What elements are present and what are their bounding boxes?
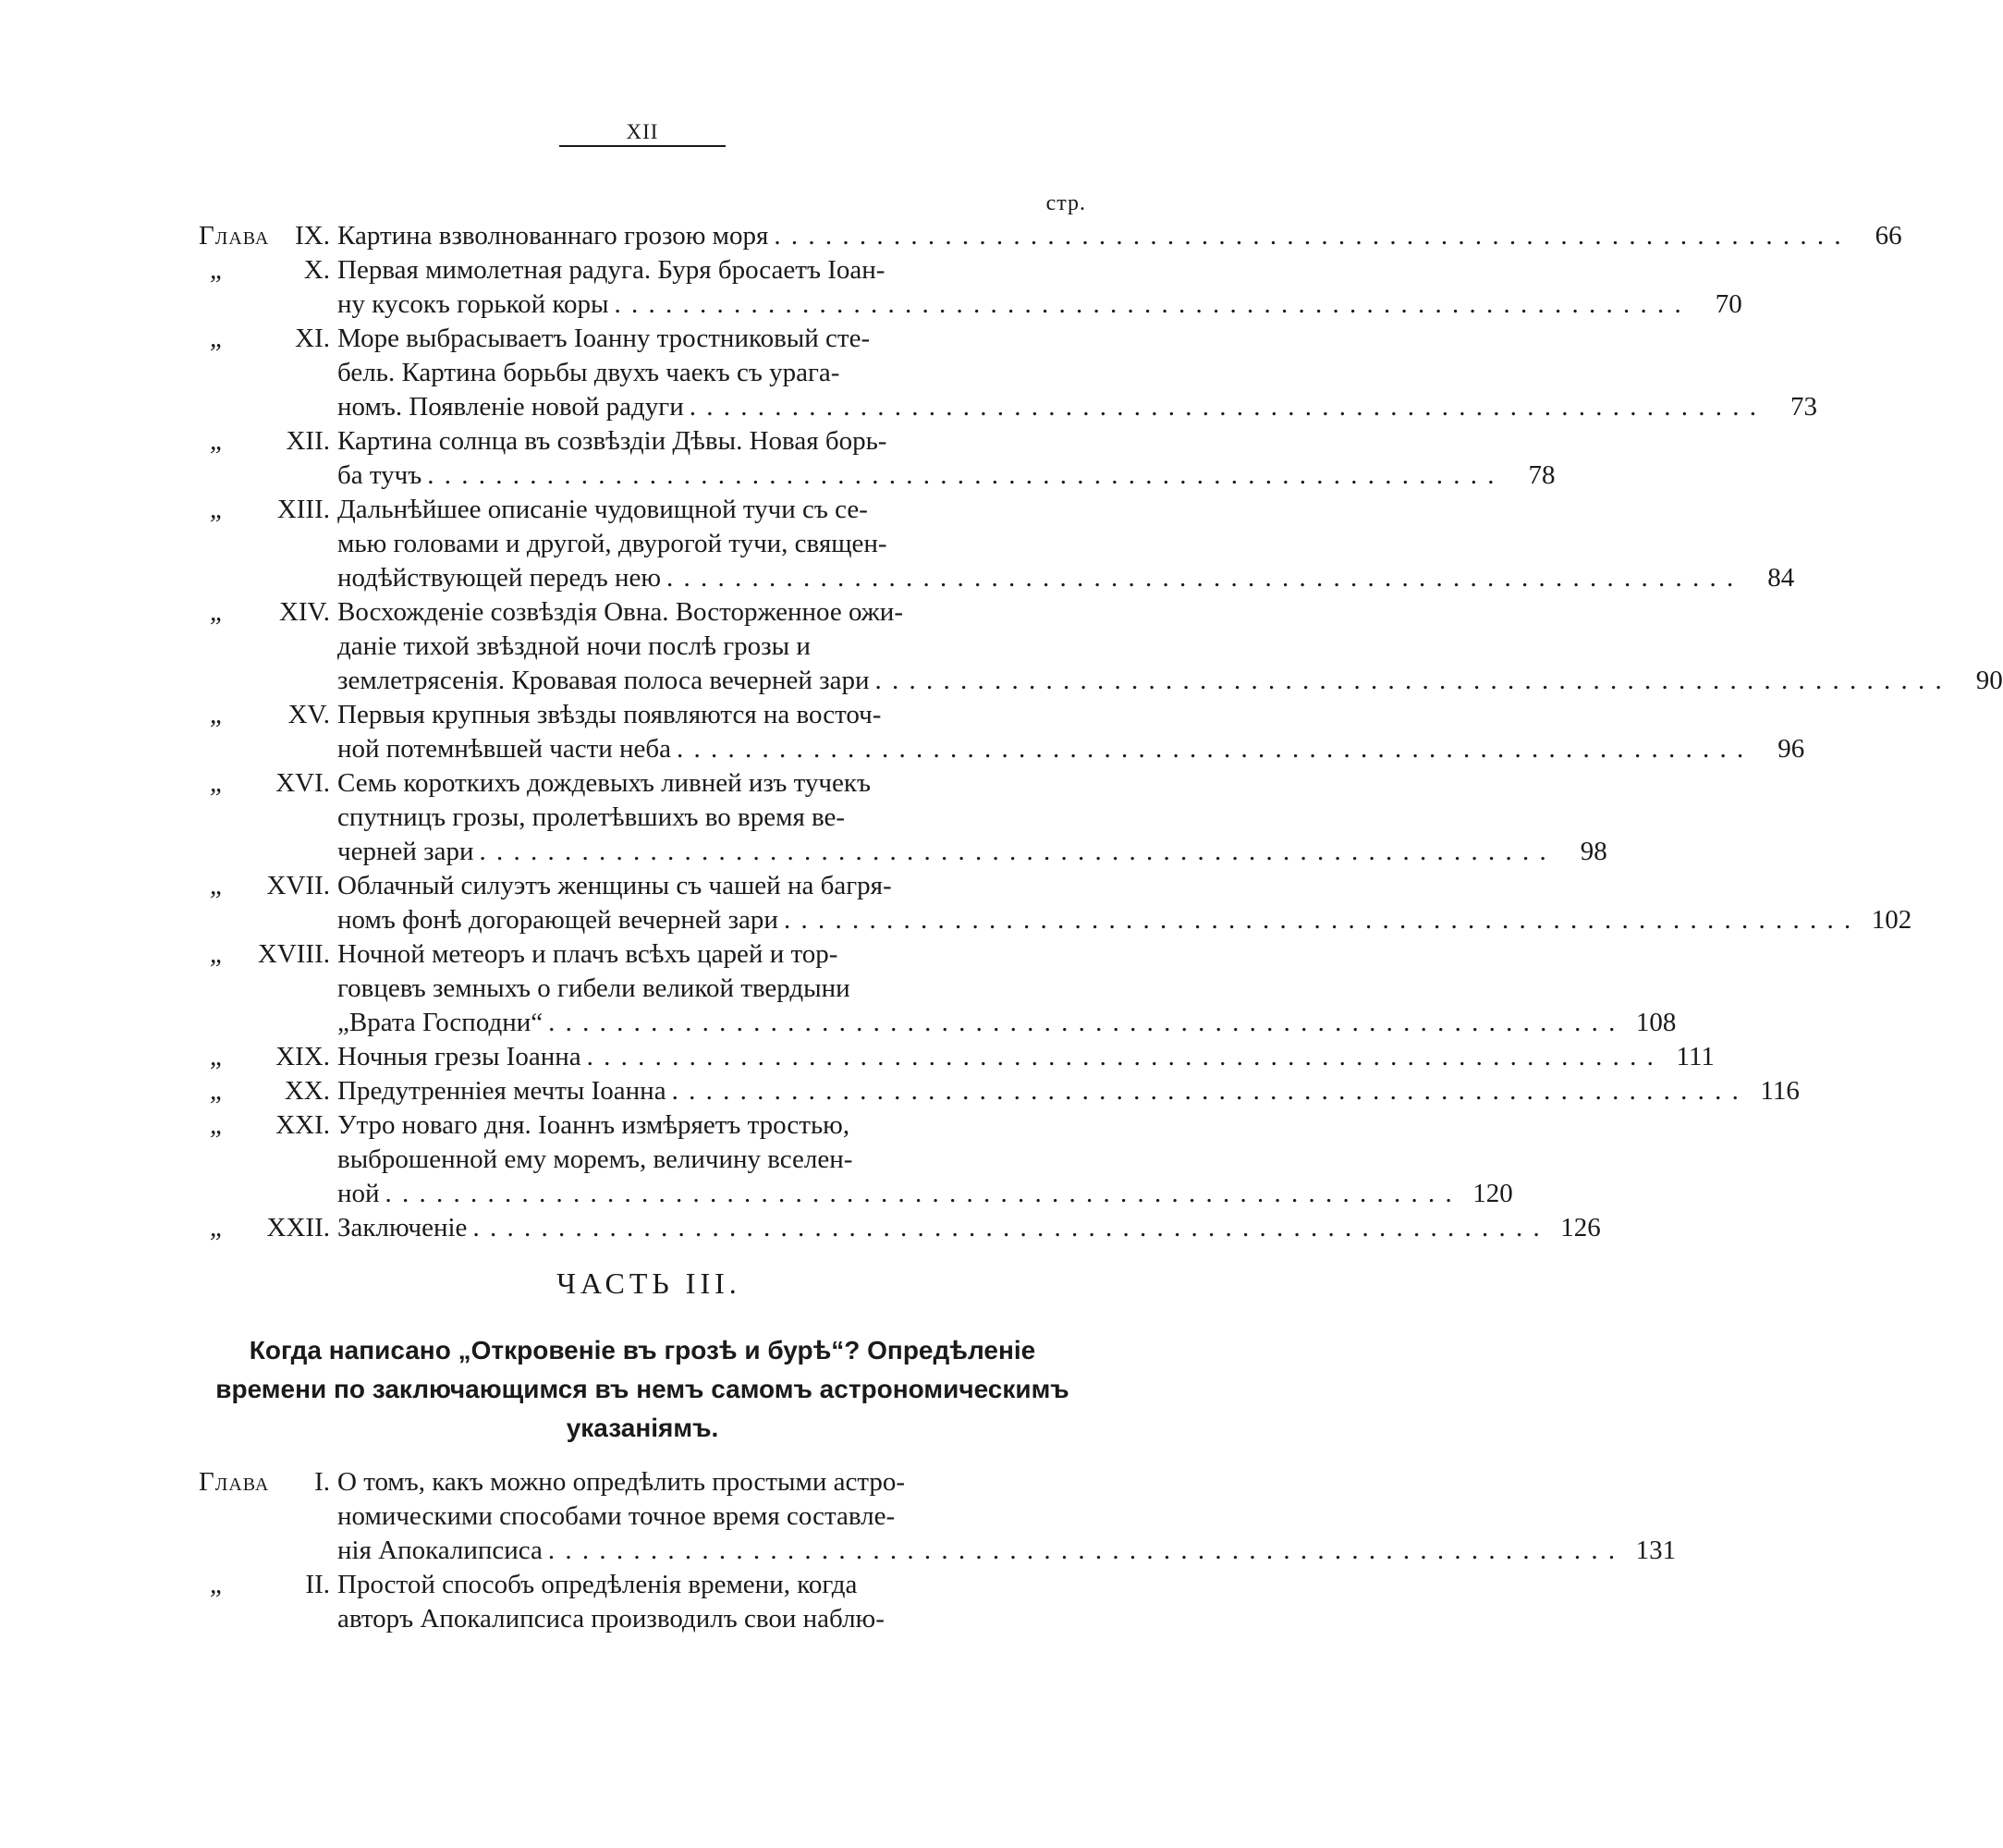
title-line: Дальнѣйшее описаніе чудовищной тучи съ се- [337,495,868,524]
chapter-title [337,1211,1601,1245]
page-ref: 120 [1472,1179,1513,1208]
dot-leader [615,288,1683,322]
title-last-line [337,732,1804,766]
chapter-title [337,1465,1676,1568]
chapter-label [199,869,337,903]
title-line: Утро новаго дня. Іоаннъ измѣряетъ тростью, [337,1110,850,1140]
ditto-mark: „ [209,939,226,969]
title-line: нія Апокалипсиса [337,1536,543,1565]
title-line: номическими способами точное время составле- [337,1501,896,1531]
chapter-label [199,424,337,459]
chapter-title [337,595,2003,698]
part-title: ЧАСТЬ III. [556,1267,741,1300]
ditto-mark: „ [209,1213,226,1242]
chapter-number: I. [314,1467,330,1497]
title-line: Предутренніея мечты Іоанна [337,1076,666,1106]
chapter-title [337,493,1794,595]
page-ref: 98 [1580,837,1607,866]
page-ref: 90 [1975,666,2003,695]
page-ref: 73 [1789,392,1817,422]
toc-part-2 [199,190,2003,1245]
page-ref: 66 [1875,221,1902,251]
chapter-number: XVII. [266,871,330,900]
page-ref: 84 [1767,563,1795,593]
page-number: XII [626,120,659,143]
chapter-label [199,493,337,527]
title-line: даніе тихой звѣздной ночи послѣ грозы и [337,631,811,661]
title-line: землетрясенія. Кровавая полоса вечерней зари [337,666,870,695]
ditto-mark: „ [209,768,226,798]
title-last-line [337,664,2003,698]
toc-part-3 [199,1465,1677,1636]
chapter-label [199,1568,337,1602]
chapter-label [199,219,337,253]
chapter-number: XIV. [278,597,330,627]
title-line: спутницъ грозы, пролетѣвшихъ во время ве- [337,802,846,832]
chapter-number: XVI. [275,768,330,798]
chapter-label [199,1040,337,1074]
title-line: О томъ, какъ можно опредѣлить простыми астро- [337,1467,906,1497]
chapter-title [337,253,1742,322]
chapter-title [337,869,1911,937]
title-line: мью головами и другой, двурогой тучи, священ- [337,529,887,558]
chapter-number: XV. [287,700,330,729]
dot-leader [427,459,1496,493]
page-ref: 70 [1715,289,1742,319]
chapter-label [199,698,337,732]
title-line: черней зари [337,837,474,866]
chapter-title [337,424,1556,493]
title-line: ну кусокъ горькой коры [337,289,609,319]
ditto-mark: „ [209,324,226,353]
toc-entry [199,219,1902,253]
dot-leader [690,390,1758,424]
title-last-line [337,1074,1800,1108]
page-number-rule [559,145,726,147]
page-ref: 111 [1676,1042,1715,1071]
chapter-title [337,219,1902,253]
dot-leader [774,219,1842,253]
title-line: номъ фонѣ догорающей вечерней зари [337,905,778,935]
chapter-title [337,1568,1086,1636]
ditto-mark: „ [209,1110,226,1140]
title-line: Простой способъ опредѣленія времени, когда [337,1570,858,1599]
chapter-title [337,766,1607,869]
toc-entry [199,424,1556,493]
page-ref: 78 [1528,460,1556,490]
part-heading: Когда написано „Откровеніе въ грозѣ и бурѣ“? Опредѣленіе времени по заключающимся въ немъ самомъ астрономическимъ указаніямъ. [215,1336,1069,1442]
title-last-line [337,903,1911,937]
chapter-label [199,937,337,972]
title-line: Заключеніе [337,1213,468,1242]
chapter-number: X. [303,255,330,285]
chapter-number: XII. [286,426,330,456]
chapter-label [199,595,337,630]
title-last-line [337,390,1817,424]
title-last-line [337,1040,1715,1074]
title-line: Восхожденіе созвѣздія Овна. Восторженное ожи- [337,597,903,627]
toc-entries [199,1465,1677,1636]
dot-leader [479,835,1547,869]
title-last-line [337,288,1742,322]
dot-leader [548,1534,1617,1568]
chapter-number: XVIII. [257,939,330,969]
title-line: ба тучъ [337,460,422,490]
ditto-mark: „ [209,700,226,729]
chapter-label [199,1074,337,1108]
chapter-title [337,1108,1513,1211]
chapter-word: Глава [199,221,270,251]
title-line: ной [337,1179,380,1208]
dot-leader [677,732,1745,766]
title-line: Облачный силуэтъ женщины съ чашей на багря- [337,871,892,900]
title-line: Первая мимолетная радуга. Буря бросаетъ Іоан- [337,255,885,285]
page-ref: 108 [1635,1008,1677,1037]
title-last-line [337,1177,1513,1211]
chapter-number: XX. [284,1076,330,1106]
title-last-line [337,1534,1676,1568]
title-line: „Врата Господни“ [337,1008,543,1037]
chapter-number: IX. [295,221,330,251]
title-line: Море выбрасываетъ Іоанну тростниковый сте- [337,324,871,353]
ditto-mark: „ [209,426,226,456]
toc-entry [199,1074,1800,1108]
chapter-number: XXI. [275,1110,330,1140]
toc-entries [199,219,2003,1245]
chapter-word: Глава [199,1467,270,1497]
title-line: бель. Картина борьбы двухъ чаекъ съ урага- [337,358,840,387]
dot-leader [587,1040,1655,1074]
dot-leader [666,561,1735,595]
title-line: говцевъ земныхъ о гибели великой твердыни [337,973,850,1003]
toc-entry [199,1211,1601,1245]
title-line: Семь короткихъ дождевыхъ ливней изъ тучекъ [337,768,871,798]
title-line: Картина взволнованнаго грозою моря [337,221,769,251]
chapter-number: XIX. [275,1042,330,1071]
chapter-number: XXII. [266,1213,330,1242]
title-last-line [337,1006,1676,1040]
chapter-number: XIII. [276,495,330,524]
toc-entry [199,869,1912,937]
title-line: Ночныя грезы Іоанна [337,1042,581,1071]
title-last-line [337,561,1794,595]
chapter-label [199,1108,337,1143]
page-ref: 131 [1635,1536,1677,1565]
title-last-line [337,459,1556,493]
toc-entry [199,1040,1715,1074]
title-line: Первыя крупныя звѣзды появляются на восточ- [337,700,882,729]
title-line: Картина солнца въ созвѣздіи Дѣвы. Новая борь- [337,426,887,456]
dot-leader [875,664,1944,698]
title-line: авторъ Апокалипсиса производилъ свои наблю- [337,1604,885,1634]
dot-leader [472,1211,1541,1245]
title-line: Ночной метеоръ и плачъ всѣхъ царей и тор- [337,939,838,969]
chapter-title [337,322,1817,424]
toc-entry [199,1108,1513,1211]
ditto-mark: „ [209,255,226,285]
chapter-title [337,698,1804,766]
page-ref: 126 [1560,1213,1601,1242]
ditto-mark: „ [209,1042,226,1071]
title-last-line [337,219,1902,253]
title-line: ной потемнѣвшей части неба [337,734,672,764]
dot-leader [672,1074,1740,1108]
chapter-number: XI. [295,324,330,353]
chapter-number: II. [305,1570,330,1599]
toc-entry [199,322,1817,424]
toc-entry [199,595,2003,698]
ditto-mark: „ [209,1570,226,1599]
title-line: нодѣйствующей передъ нею [337,563,662,593]
title-line: номъ. Появленіе новой радуги [337,392,684,422]
toc-entry [199,253,1742,322]
title-line: выброшенной ему моремъ, величину вселен- [337,1144,853,1174]
page-ref: 102 [1871,905,1912,935]
toc-entry [199,493,1795,595]
chapter-label [199,1211,337,1245]
title-last-line [337,1211,1601,1245]
ditto-mark: „ [209,871,226,900]
dot-leader [784,903,1852,937]
page-column-header: стр. [1045,191,1086,215]
chapter-label [199,253,337,288]
toc-entry [199,1568,1086,1636]
chapter-title [337,937,1676,1040]
dot-leader [385,1177,1454,1211]
ditto-mark: „ [209,597,226,627]
chapter-label [199,322,337,356]
toc-entry [199,937,1677,1040]
toc-entry [199,766,1607,869]
toc-entry [199,1465,1677,1568]
ditto-mark: „ [209,1076,226,1106]
chapter-title [337,1074,1800,1108]
chapter-title [337,1040,1715,1074]
page-ref: 116 [1760,1076,1800,1106]
chapter-label [199,1465,337,1499]
title-last-line [337,835,1607,869]
chapter-label [199,766,337,801]
dot-leader [548,1006,1617,1040]
ditto-mark: „ [209,495,226,524]
page-ref: 96 [1777,734,1805,764]
toc-entry [199,698,1805,766]
